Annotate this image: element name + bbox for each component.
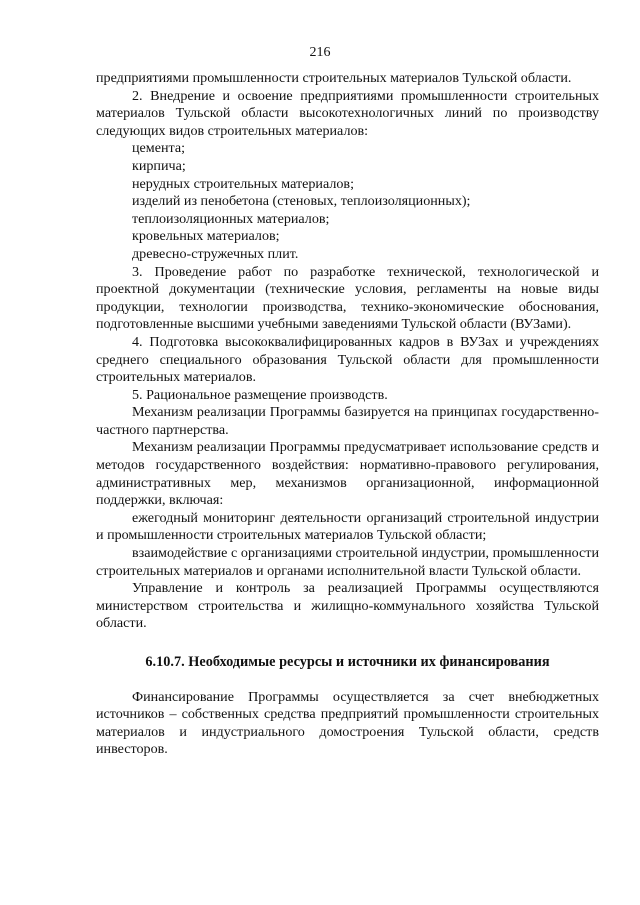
list-item: изделий из пенобетона (стеновых, теплоизоляционных); — [132, 193, 471, 210]
section-heading: 6.10.7. Необходимые ресурсы и источники их финансирования — [145, 654, 550, 670]
management-paragraph: Управление и контроль за реализацией Программы осуществляются министерством строительства и жилищно-коммунального хозяйства Тульской области. — [96, 580, 599, 632]
item-3-paragraph: 3. Проведение работ по разработке технической, технологической и проектной документации (технические условия, регламенты на новые виды продукции, технологии производства, технико-экономические обоснования, подготовленные высшими учебными заведениями Тульской области (ВУЗами). — [96, 263, 599, 333]
item-4-paragraph: 4. Подготовка высококвалифицированных кадров в ВУЗах и учреждениях среднего специального образования Тульской области для промышленности строительных материалов. — [96, 333, 599, 386]
item-2-paragraph: 2. Внедрение и освоение предприятиями промышленности строительных материалов Тульской области высокотехнологичных линий по производству следующих видов строительных материалов: — [96, 87, 599, 139]
item-5-paragraph: 5. Рациональное размещение производств. — [132, 386, 388, 403]
list-item: кровельных материалов; — [132, 228, 280, 245]
monitoring-paragraph: ежегодный мониторинг деятельности организаций строительной индустрии и промышленности строительных материалов Тульской области; — [96, 509, 599, 544]
mechanism-tools-paragraph: Механизм реализации Программы предусматривает использование средств и методов государственного воздействия: нормативно-правового регулирования, административных мер, механизмов организационной, информационной поддержки, включая: — [96, 439, 599, 509]
page-number: 216 — [309, 45, 331, 60]
list-item: теплоизоляционных материалов; — [132, 210, 330, 227]
list-item: цемента; — [132, 140, 186, 157]
list-item: кирпича; — [132, 157, 186, 174]
mechanism-basis-paragraph: Механизм реализации Программы базируется на принципах государственно-частного партнерства. — [96, 404, 599, 438]
document-body — [96, 70, 599, 759]
list-item: нерудных строительных материалов; — [132, 175, 354, 192]
financing-paragraph: Финансирование Программы осуществляется за счет внебюджетных источников – собственных средства предприятий промышленности строительных материалов и индустриального домостроения Тульской области, средств инвесторов. — [96, 688, 599, 758]
materials-list — [96, 140, 599, 263]
intro-paragraph: предприятиями промышленности строительных материалов Тульской области. — [96, 70, 572, 86]
interaction-paragraph: взаимодействие с организациями строительной индустрии, промышленности строительных материалов и органами исполнительной власти Тульской области. — [96, 545, 599, 579]
list-item: древесно-стружечных плит. — [132, 245, 299, 262]
